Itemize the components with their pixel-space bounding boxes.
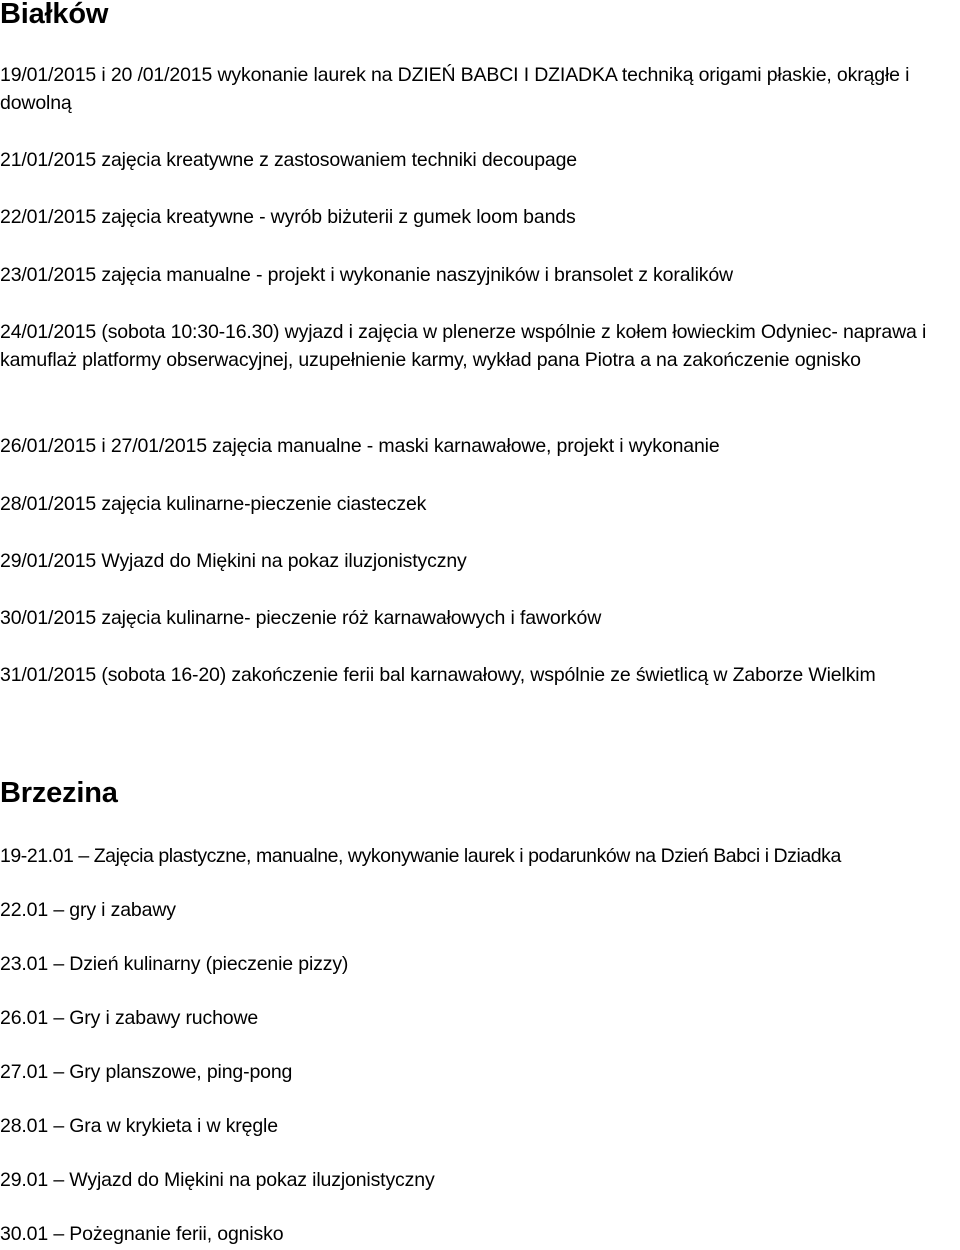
- schedule-entry: 26/01/2015 i 27/01/2015 zajęcia manualne - maski karnawałowe, projekt i wykonanie: [0, 435, 720, 457]
- schedule-entry: 21/01/2015 zajęcia kreatywne z zastosowaniem techniki decoupage: [0, 149, 577, 171]
- schedule-entry: 22/01/2015 zajęcia kreatywne - wyrób biżuterii z gumek loom bands: [0, 206, 576, 228]
- section-title-brzezina: Brzezina: [0, 777, 118, 809]
- schedule-entry: 22.01 – gry i zabawy: [0, 899, 176, 921]
- schedule-entry: 30/01/2015 zajęcia kulinarne- pieczenie róż karnawałowych i faworków: [0, 607, 602, 629]
- section-title-bialkow: Białków: [0, 0, 109, 30]
- schedule-entry: 29.01 – Wyjazd do Miękini na pokaz iluzjonistyczny: [0, 1169, 435, 1191]
- schedule-entry: 23/01/2015 zajęcia manualne - projekt i wykonanie naszyjników i bransolet z koralików: [0, 264, 733, 286]
- schedule-entry: 27.01 – Gry planszowe, ping-pong: [0, 1061, 293, 1083]
- schedule-entry: 26.01 – Gry i zabawy ruchowe: [0, 1007, 259, 1029]
- schedule-entry: 29/01/2015 Wyjazd do Miękini na pokaz iluzjonistyczny: [0, 550, 467, 572]
- schedule-entry: 19-21.01 – Zajęcia plastyczne, manualne, wykonywanie laurek i podarunków na Dzień Babci i Dziadka: [0, 845, 841, 867]
- schedule-entry: 23.01 – Dzień kulinarny (pieczenie pizzy): [0, 953, 349, 975]
- schedule-entry: 31/01/2015 (sobota 16-20) zakończenie ferii bal karnawałowy, wspólnie ze świetlicą w Zaborze Wielkim: [0, 664, 876, 686]
- schedule-entry: 30.01 – Pożegnanie ferii, ognisko: [0, 1223, 284, 1245]
- schedule-entry: 28.01 – Gra w krykieta i w kręgle: [0, 1115, 278, 1137]
- schedule-entry: 28/01/2015 zajęcia kulinarne-pieczenie ciasteczek: [0, 493, 427, 515]
- schedule-entry: 19/01/2015 i 20 /01/2015 wykonanie laurek na DZIEŃ BABCI I DZIADKA techniką origami płaskie, okrągłe i dowolną: [0, 64, 910, 114]
- schedule-entry: 24/01/2015 (sobota 10:30-16.30) wyjazd i zajęcia w plenerze wspólnie z kołem łowieckim Odyniec- naprawa i kamuflaż platformy obserwacyjnej, uzupełnienie karmy, wykład pana Piotra a na zakończenie ognisko: [0, 321, 927, 371]
